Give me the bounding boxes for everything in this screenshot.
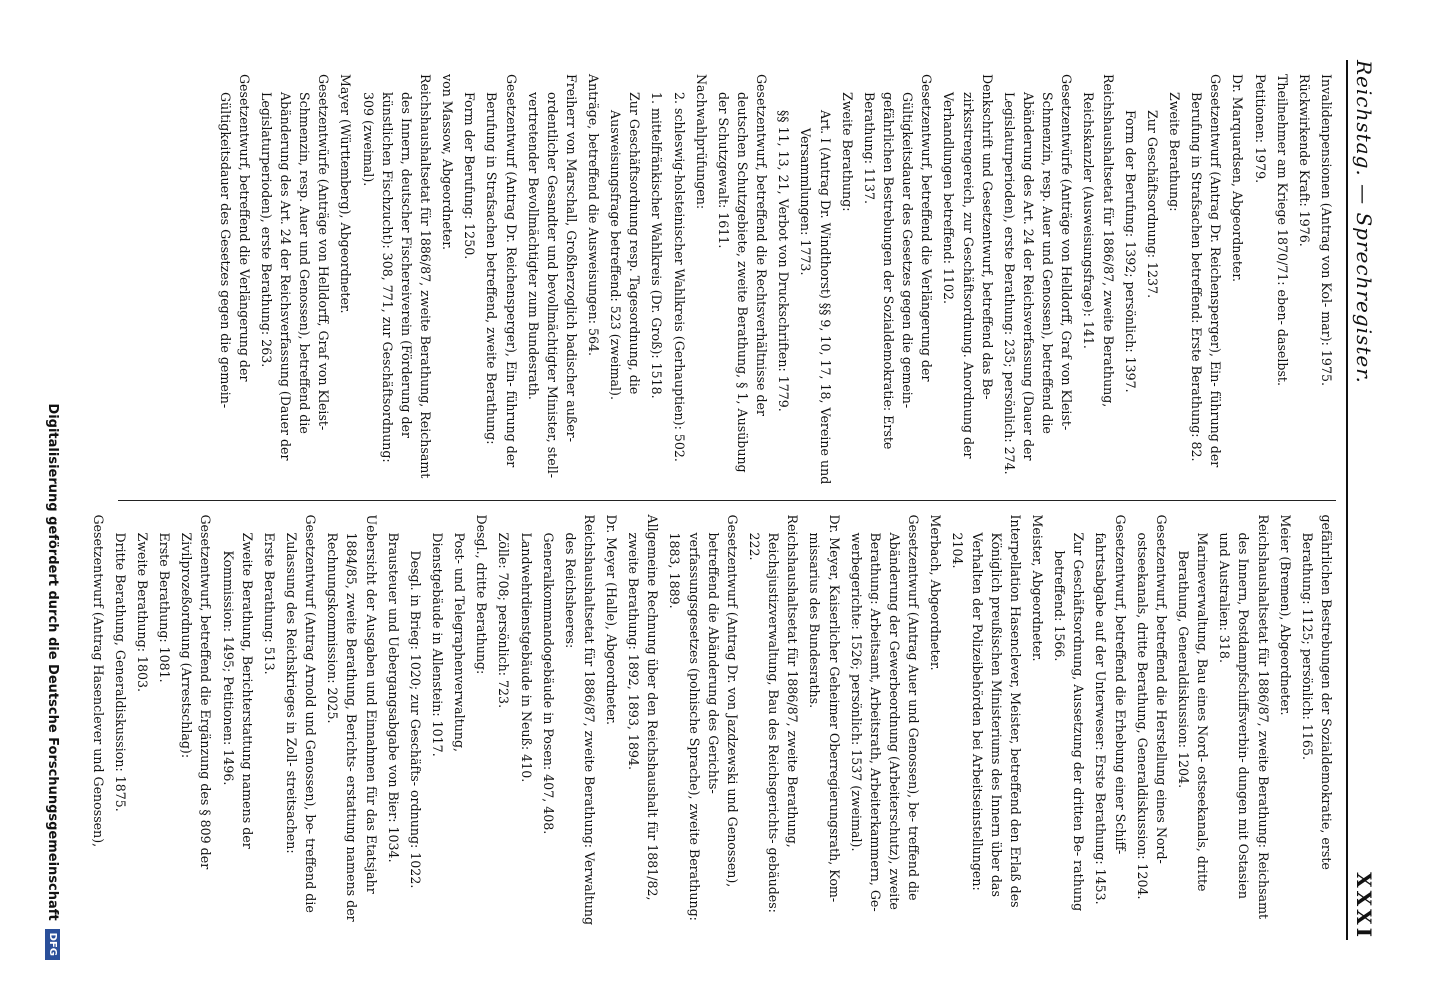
register-entry: Invalidenpensionen (Antrag von Kol- mar): 1975.: [1319, 74, 1334, 386]
register-entry: 1. mittelfränkischer Wahlkreis (Dr. Groß): 1518.: [649, 92, 665, 399]
register-entry: Gesetzentwurf, betreffend die Verlängerung der Gültigkeitsdauer des Gesetzes gegen die gemein-: [217, 74, 252, 409]
register-entry: Petitionen: 1979.: [1252, 74, 1268, 184]
register-entry: Form der Berufung: 1392; persönlich: 1397.: [1122, 110, 1138, 393]
register-entry: Denkschrift und Gesetzentwurf, betreffend das Be- zirksstrengereich, zur Geschäftsordnung. Anordnung der Verhandlungen betreffend: 1102.: [941, 74, 995, 459]
register-entry: Generalkommandogebäude in Posen: 407, 408.: [540, 532, 556, 835]
register-entry: Marineverwaltung, Bau eines Nord- ostseekanals, dritte Berathung, Generaldiskussion: 1204.: [1176, 532, 1211, 892]
register-entry: Dr. Meyer, Kaiserlicher Geheimer Oberregierungsrath, Kom- missarius des Bundesraths.: [807, 514, 842, 903]
register-entry: Form der Berufung: 1250.: [462, 92, 478, 260]
register-entry: Dr. Marquardsen, Abgeordneter.: [1230, 74, 1246, 283]
register-entry: Gesetzentwurf (Antrag Dr. von Jazdzewski und Genossen), betreffend die Abänderung des Gerichts- verfassungsgesetzes (polnische Sprache), zweite Berathung: 1883, 1889.: [667, 514, 740, 921]
register-entry: Zweite Berathung:: [839, 92, 855, 212]
register-entry: Zweite Berathung, Berichterstattung namens der Kommission: 1495; Petitionen: 1496.: [220, 532, 255, 849]
register-entry: Anträge, betreffend die Ausweisungen: 564.: [586, 74, 602, 357]
register-entry: Meier (Bremen), Abgeordneter.: [1277, 514, 1293, 716]
register-entry: Gesetzentwurf, betreffend die Rechtsverhältnisse der deutschen Schutzgebiete, zweite Berathung, § 1, Ausübung der Schutzgewalt: 1611.: [715, 74, 770, 473]
register-entry: Dienstgebäude in Allenstein: 1017.: [429, 532, 445, 757]
dfg-logo: DFG: [46, 929, 61, 960]
running-title: Reichstag. — Sprechregister.: [1352, 60, 1376, 384]
register-entry: Gesetzentwurf (Antrag Hasenclever und Genossen),: [90, 514, 106, 848]
register-entry: Desgl. in Brieg: 1020; zur Geschäfts- ordnung: 1022.: [407, 550, 423, 889]
page-number: XXXI: [1352, 872, 1376, 940]
register-entry: Theilnehmer am Kriege 1870/71: eben- daselbst.: [1274, 74, 1290, 386]
register-column-left: [118, 60, 1336, 500]
register-entry: Uebersicht der Ausgaben und Einnahmen für das Etatsjahr 1884/85, zweite Berathung, Berichts- erstattung namens der Rechnungskommission: 2025.: [325, 514, 379, 922]
register-entry: Gesetzentwürfe (Anträge von Helldorff, Graf von Kleist-Schmenzin, resp. Auer und Genossen), betreffend die Abänderung des Art. 24 der Reichsverfassung (Dauer der Legislaturperioden), erste Berathung: 235; persönlich: 274.: [1001, 74, 1075, 475]
register-entry: Zur Geschäftsordnung, Aussetzung der dritten Be- rathung betreffend: 1566.: [1052, 532, 1087, 912]
register-column-right: [90, 500, 1336, 941]
register-entry: Gesetzentwurf, betreffend die Ergänzung des § 809 der Zivilprozeßordnung (Arrestschlag):: [179, 514, 214, 870]
register-entry: Dritte Berathung, Generaldiskussion: 1875.: [112, 532, 128, 812]
register-entry: Rückwirkende Kraft: 1976.: [1296, 74, 1312, 247]
register-entry: Landwehrdienstgebäude in Neuß: 410.: [518, 532, 534, 783]
register-entry: Gesetzentwurf, betreffend die Verlängerung der Gültigkeitsdauer des Gesetzes gegen die gemein- gefährlichen Bestrebungen der Sozialdemokratie: Erste Berathung: 1137.: [861, 74, 935, 450]
register-entry: Zweite Berathung:: [1167, 92, 1183, 212]
register-entry: Nachwahlprüfungen:: [693, 74, 709, 210]
register-entry: Gesetzentwurf, betreffend die Herstellung eines Nord- ostseekanals, dritte Berathung, Generaldiskussion: 1204.: [1134, 514, 1169, 900]
register-entry: Erste Berathung: 1081.: [157, 532, 173, 683]
register-entry: gefährlichen Bestrebungen der Sozialdemokratie, erste Berathung: 1125; persönlich: 1165.: [1299, 514, 1334, 870]
register-entry: Gesetzentwurf (Antrag Arnold und Genossen), be- treffend die Zulassung des Reichskrieges in Zoll- streitsachen:: [283, 514, 319, 913]
digitization-note: Digitalisierung gefördert durch die Deutsche Forschungsgemeinschaft: [45, 403, 61, 921]
register-entry: Interpellation Hasenclever, Meister, betreffend den Erlaß des Königlich preußischen Ministeriums des Innern über das Verhalten der Polizeibehörden bei Arbeitseinstellungen: 2104.: [950, 514, 1023, 908]
register-entry: Post- und Telegraphenverwaltung,: [452, 532, 468, 753]
register-entry: Zweite Berathung: 1803.: [134, 532, 150, 693]
register-entry: Reichshaushaltsetat für 1886/87, zweite Berathung: Reichsamt des Innern, Postdampfschiffsverbin- dungen mit Ostasien und Australien: 318.: [1217, 514, 1271, 920]
register-entry: Zur Geschäftsordnung resp. Tagesordnung, die Ausweisungsfrage betreffend: 523 (zweimal).: [608, 92, 643, 400]
register-entry: Reichshaushaltsetat für 1886/87, zweite Berathung, Reichsamt des Innern, deutscher Fischereiverein (Förderung der künstlichen Fischzucht): 308, 771, zur Geschäftsordnung: 309 (zweimal).: [360, 74, 433, 479]
register-entry: Merbach, Abgeordneter.: [928, 514, 944, 671]
register-entry: Allgemeine Rechnung über den Reichshaushalt für 1881/82, zweite Berathung: 1892, 1893, 1894.: [626, 514, 661, 901]
register-entry: Mayer (Württemberg), Abgeordneter.: [338, 74, 354, 314]
register-entry: Reichshaushaltsetat für 1886/87, zweite Berathung, Reichsjustizverwaltung, Bau des Reichsgerichts- gebäudes: 222.: [747, 514, 801, 913]
register-entry: Gesetzentwurf, betreffend die Erhebung einer Schiff- fahrtsabgabe auf der Unterweser: Erste Berathung: 1453.: [1093, 514, 1128, 905]
register-entry: Zölle: 708; persönlich: 723.: [496, 532, 512, 709]
register-entry: Meister, Abgeordneter.: [1030, 514, 1046, 662]
register-entry: Brausteuer und Uebergangsabgabe von Bier: 1034.: [385, 532, 401, 863]
register-entry: Art. I (Antrag Dr. Windthorst) §§ 9, 10, 17, 18, Vereine und Versammlungen: 1773.: [798, 110, 833, 485]
register-entry: §§ 11, 13, 21, Verbot von Druckschriften: 1779.: [776, 110, 792, 412]
page-header: [1346, 60, 1392, 940]
register-entry: Erste Berathung: 513.: [261, 532, 277, 675]
register-entry: Gesetzentwurf (Antrag Dr. Reichensperger), Ein- führung der Berufung in Strafsachen betreffend, zweite Berathung:: [484, 74, 519, 468]
register-entry: von Massow, Abgeordneter.: [440, 74, 456, 251]
register-entry: Freiherr von Marschall, Großherzoglich badischer außer- ordentlicher Gesandter und bevollmächtigter Minister, stell- vertretender Bevollmächtigter zum Bundesrath.: [525, 74, 579, 479]
register-entry: Gesetzentwurf (Antrag Auer und Genossen), be- treffend die Abänderung der Gewerbeordnung (Arbeiterschutz), zweite Berathung: Arbeitsamt, Arbeitsrath, Arbeiterkammern, Ge- werbegerichte: 1526; persönlich: 1537 (zweimal).: [848, 514, 922, 912]
register-entry: Gesetzentwürfe (Anträge von Helldorff, Graf von Kleist-Schmenzin, resp. Auer und Genossen), betreffend die Abänderung des Art. 24 der Reichsverfassung (Dauer der Legislaturperioden), erste Berathung: 263.: [258, 74, 332, 461]
register-columns: [90, 60, 1336, 940]
register-entry: Reichshaushaltsetat für 1886/87, zweite Berathung, Reichskanzler (Ausweisungsfrage): 141.: [1081, 74, 1116, 408]
register-entry: Reichshaushaltsetat für 1886/87, zweite Berathung: Verwaltung des Reichsheeres:: [562, 514, 597, 926]
register-entry: Dr. Meyer (Halle), Abgeordneter.: [604, 514, 620, 726]
digitization-credit: [30, 40, 76, 960]
register-entry: 2. schleswig-holsteinischer Wahlkreis (Gerhauptien): 502.: [671, 92, 687, 462]
register-entry: Gesetzentwurf (Antrag Dr. Reichensperger), Ein- führung der Berufung in Strafsachen betreffend: Erste Berathung: 82.: [1189, 74, 1224, 468]
register-entry: Desgl., dritte Berathung:: [474, 514, 490, 675]
register-entry: Zur Geschäftsordnung: 1237.: [1144, 110, 1160, 299]
